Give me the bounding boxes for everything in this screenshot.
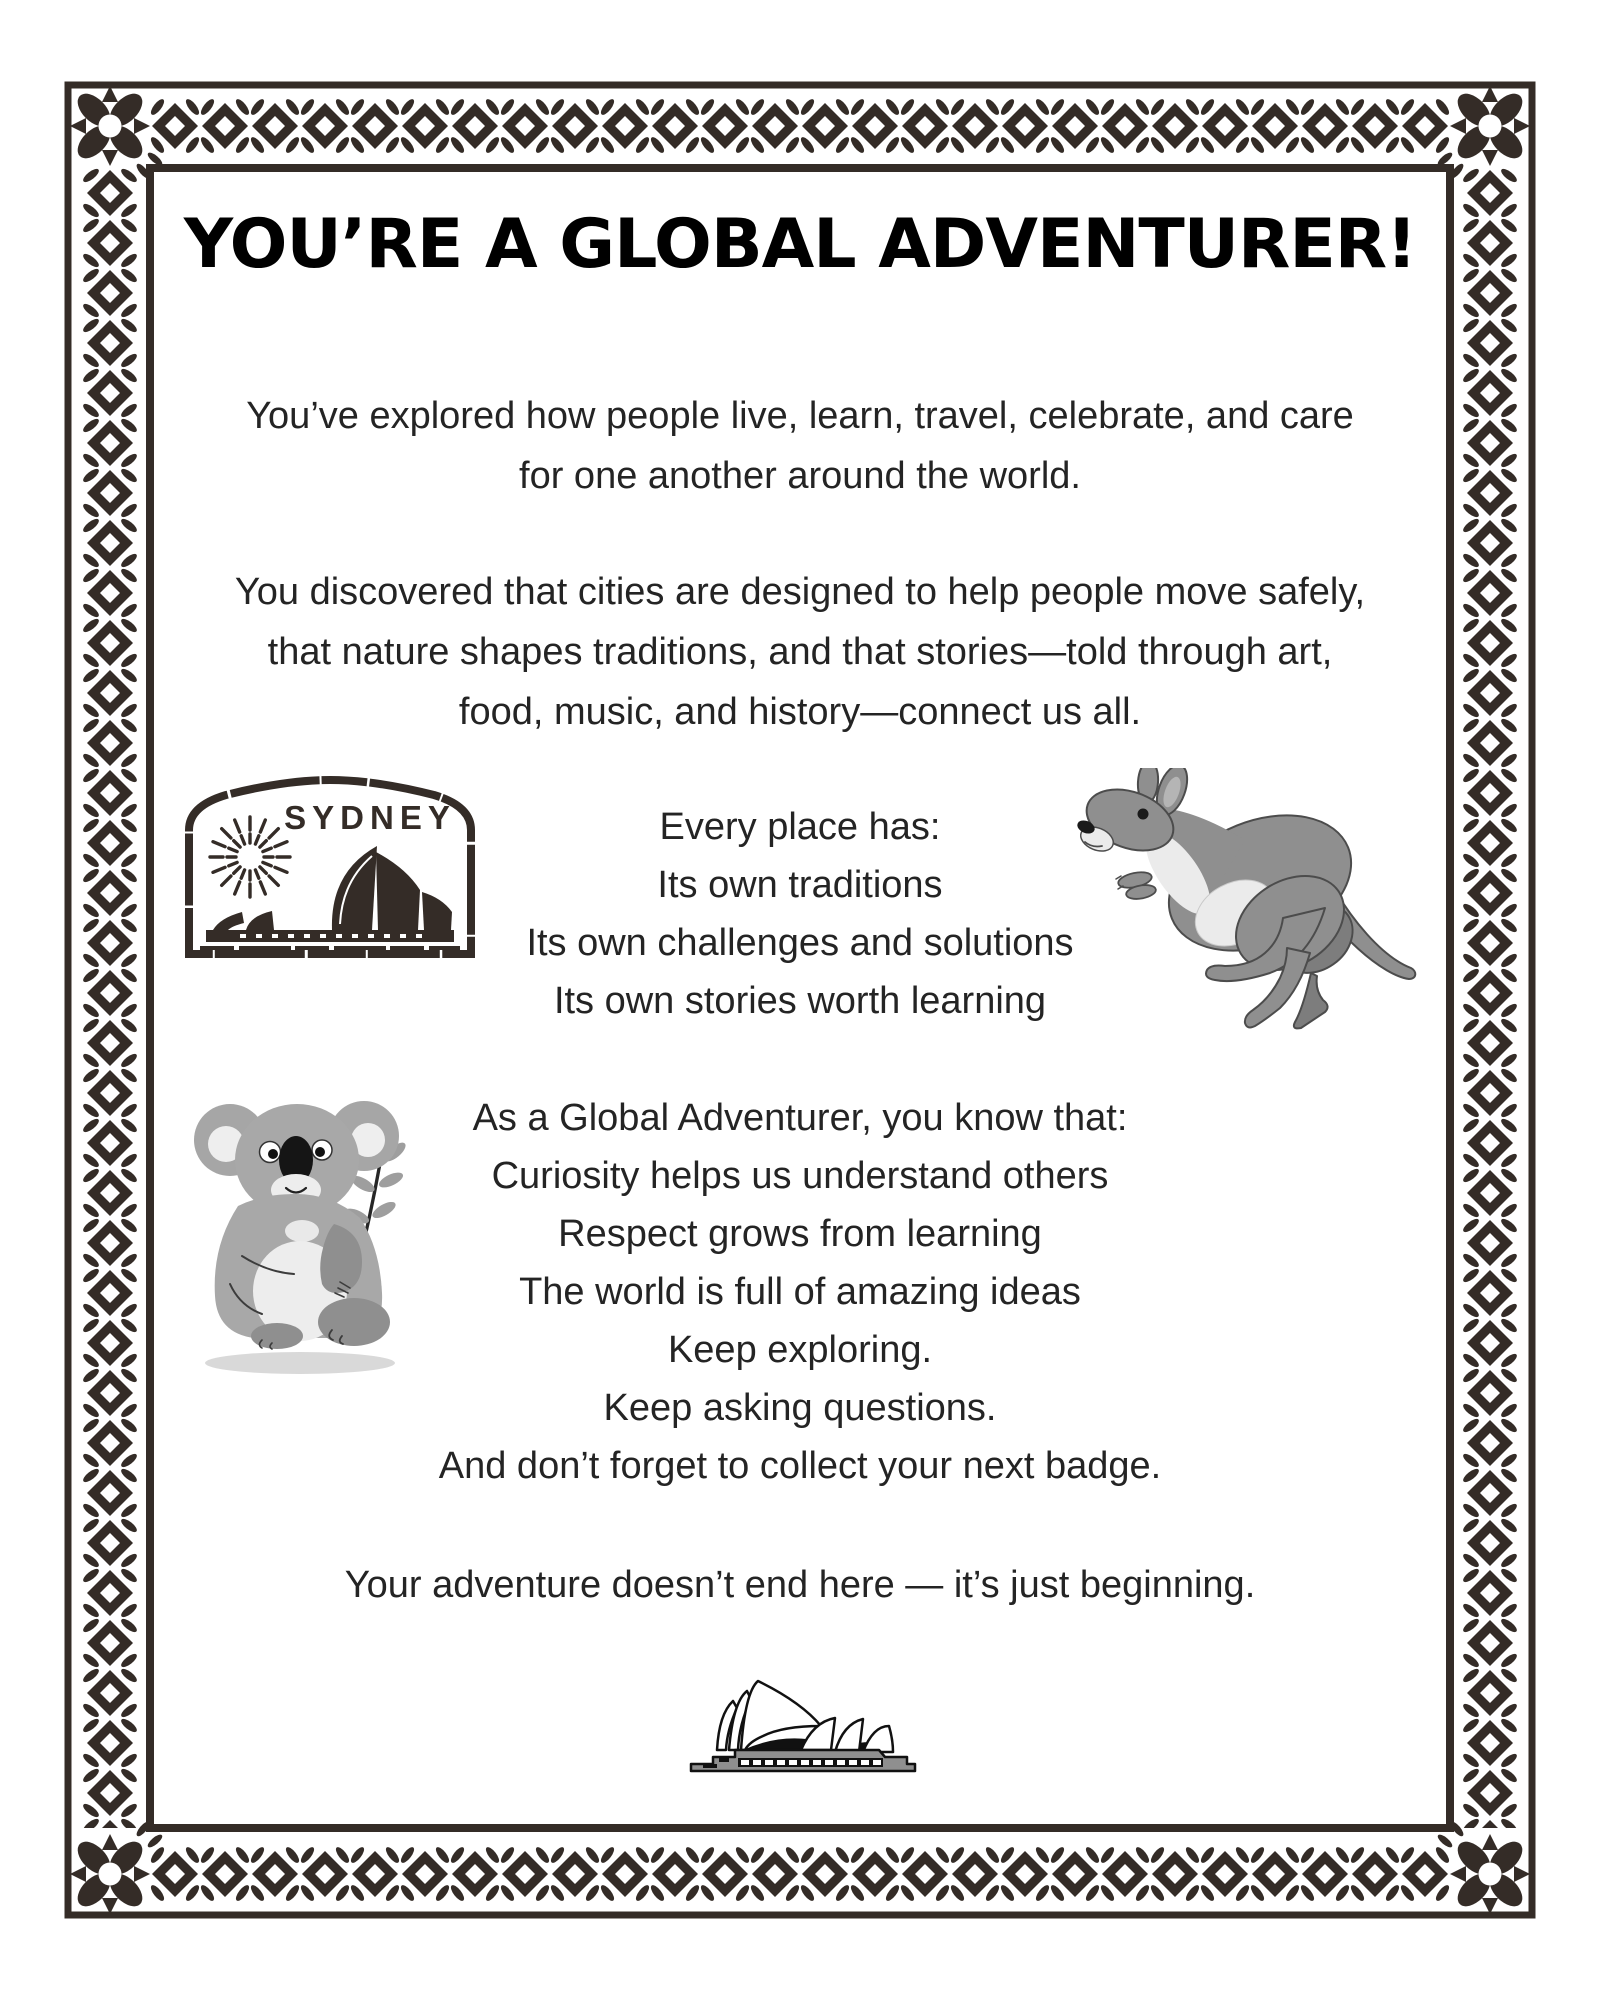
closing-line xyxy=(150,1556,1450,1614)
text-line: Keep asking questions. xyxy=(603,1387,997,1429)
text-line: As a Global Adventurer, you know that: xyxy=(472,1097,1128,1139)
text-line: And don’t forget to collect your next badge. xyxy=(438,1445,1162,1487)
text-line: The world is full of amazing ideas xyxy=(519,1271,1081,1313)
opera-house-illustration xyxy=(683,1674,923,1779)
sunburst-icon xyxy=(210,817,290,897)
discovery-paragraph xyxy=(150,562,1450,742)
text-line: that nature shapes traditions, and that stories—told through art, xyxy=(267,631,1333,673)
text-line: food, music, and history—connect us all. xyxy=(458,691,1142,733)
text-line: Respect grows from learning xyxy=(558,1213,1042,1255)
text-line: You’ve explored how people live, learn, travel, celebrate, and care xyxy=(246,395,1354,437)
text-line: Every place has: xyxy=(659,806,941,848)
text-line: Keep exploring. xyxy=(667,1329,933,1371)
kangaroo-illustration xyxy=(1075,768,1420,1038)
text-line: Its own stories worth learning xyxy=(553,980,1047,1022)
page-title: YOU’RE A GLOBAL ADVENTURER! xyxy=(183,205,1417,284)
sydney-stamp-illustration xyxy=(180,772,480,962)
text-line: Its own traditions xyxy=(657,864,943,906)
opera-sails-icon xyxy=(200,846,460,948)
text-line: Your adventure doesn’t end here — it’s just beginning. xyxy=(344,1564,1256,1606)
koala-illustration xyxy=(182,1086,422,1376)
text-line: Curiosity helps us understand others xyxy=(491,1155,1109,1197)
text-line: Its own challenges and solutions xyxy=(526,922,1074,964)
text-line: for one another around the world. xyxy=(519,455,1081,497)
intro-paragraph xyxy=(150,386,1450,506)
stamp-city-label: SYDNEY xyxy=(284,799,456,836)
text-line: You discovered that cities are designed to help people move safely, xyxy=(234,571,1366,613)
